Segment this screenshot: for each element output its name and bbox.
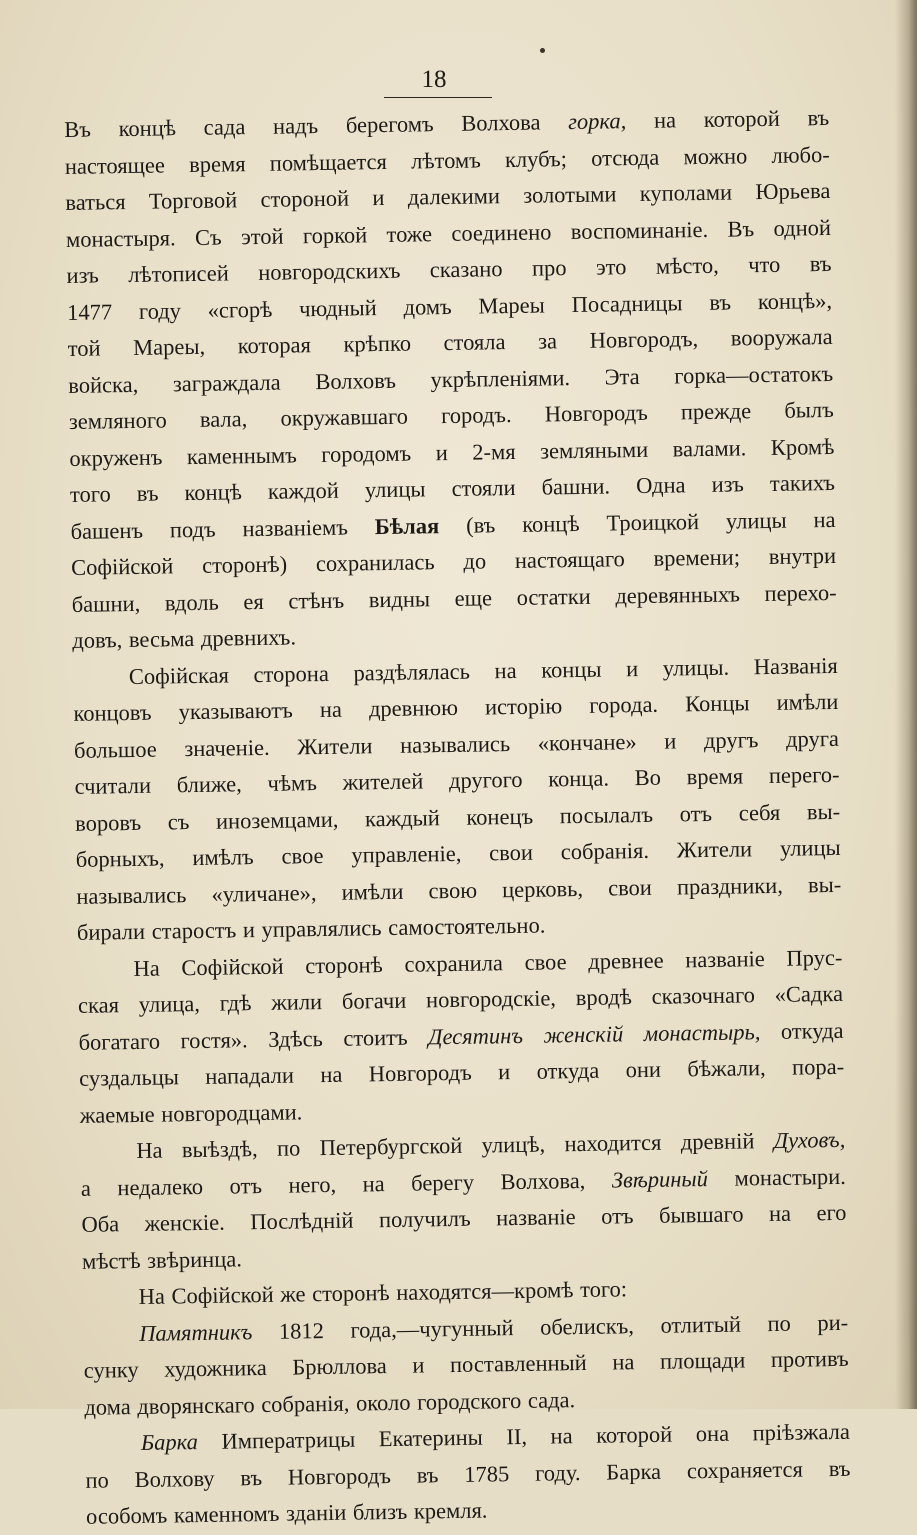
text-line: той Мареы, которая крѣпко стояла за Новгородъ, вооружала — [67, 323, 833, 361]
text-line: богатаго гостя». Здѣсь стоитъ Десятинъ женскій монастырь, откуда — [78, 1017, 844, 1055]
text-line: войска, заграждала Волховъ укрѣпленіями. Эта горка—остатокъ — [68, 360, 834, 398]
page-number-rule — [384, 97, 492, 98]
text-line: по Волхову въ Новгородъ въ 1785 году. Барка сохраняется въ — [85, 1455, 851, 1493]
ink-speck — [540, 48, 545, 53]
text-line: окруженъ каменнымъ городомъ и 2-мя земляными валами. Кромѣ — [69, 433, 835, 471]
text-line: жаемые новгородцами. — [79, 1098, 303, 1128]
text-line: того въ концѣ каждой улицы стояли башни. Одна изъ такихъ — [69, 469, 836, 507]
text-line: бирали старостъ и управлялись самостоятельно. — [76, 912, 546, 945]
page-number: 18 — [421, 66, 447, 93]
text-line: назывались «уличане», имѣли свою церковь, свои праздники, вы- — [76, 871, 842, 909]
text-line: На Софійской сторонѣ сохранила свое древнее названіе Прус- — [133, 944, 843, 981]
text-line: земляного вала, окружавшаго городъ. Новгородъ прежде былъ — [68, 396, 834, 434]
text-line: башенъ подъ названіемъ Бѣлая (въ концѣ Троицкой улицы на — [70, 506, 836, 544]
binding-edge-shadow — [895, 0, 917, 1409]
text-line: концовъ указываютъ на древнюю исторію города. Концы имѣли — [73, 688, 839, 726]
text-line: Софійская сторона раздѣлялась на концы и улицы. Названія — [128, 652, 838, 689]
text-line: борныхъ, имѣлъ свое управленіе, свои собранія. Жители улицы — [75, 834, 841, 872]
text-line: Памятникъ 1812 года,—чугунный обелискъ, отлитый по ри- — [138, 1309, 849, 1346]
text-line: воровъ съ иноземцами, каждый конецъ посылалъ отъ себя вы- — [74, 798, 841, 836]
text-line: монастыря. Съ этой горкой тоже соединено воспоминаніе. Въ одной — [65, 214, 832, 252]
text-line: дома дворянскаго собранія, около городского сада. — [84, 1386, 576, 1420]
text-line: башни, вдоль ея стѣнъ видны еще остатки деревянныхъ перехо- — [71, 579, 837, 617]
text-line: На Софійской же сторонѣ находятся—кромѣ того: — [138, 1276, 628, 1309]
text-line: особомъ каменномъ зданіи близъ кремля. — [85, 1497, 488, 1529]
text-line: Оба женскіе. Послѣдній получилъ названіе отъ бывшаго на его — [81, 1199, 847, 1237]
text-line: На выѣздѣ, по Петербургской улицѣ, находится древній Духовъ, — [136, 1126, 846, 1163]
text-line: большое значеніе. Жители назывались «кончане» и другъ друга — [73, 725, 840, 763]
text-line: ваться Торговой стороной и далекими золотыми куполами Юрьева — [65, 177, 831, 215]
text-line: сунку художника Брюллова и поставленный на площади противъ — [83, 1345, 849, 1383]
text-line: ская улица, гдѣ жили богачи новгородскіе, вродѣ сказочнаго «Садка — [77, 980, 844, 1018]
text-line: суздальцы нападали на Новгородъ и откуда они бѣжали, пора- — [78, 1053, 845, 1091]
text-line: Софійской сторонѣ) сохранилась до настоящаго времени; внутри — [70, 542, 837, 580]
text-line: 1477 году «сгорѣ чюдный домъ Мареы Посадницы въ концѣ», — [66, 287, 833, 325]
text-line: Въ концѣ сада надъ берегомъ Волхова горка, на которой въ — [64, 104, 830, 142]
text-line: мѣстѣ звѣринца. — [81, 1245, 243, 1274]
text-line: а недалеко отъ него, на берегу Волхова, Звѣриный монастыри. — [80, 1163, 847, 1201]
text-line: настоящее время помѣщается лѣтомъ клубъ; отсюда можно любо- — [64, 141, 830, 179]
text-line: довъ, весьма древнихъ. — [72, 624, 297, 653]
body-text — [64, 100, 851, 1535]
text-line: Барка Императрицы Екатерины II, на которой она пріѣзжала — [140, 1418, 851, 1455]
text-line: считали ближе, чѣмъ жителей другого конца. Во время перего- — [74, 761, 840, 799]
text-line: изъ лѣтописей новгородскихъ сказано про это мѣсто, что въ — [66, 250, 832, 288]
